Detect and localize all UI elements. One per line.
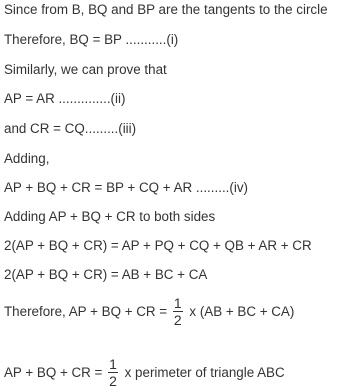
line-equation-ii: AP = AR ..............(ii) — [4, 91, 126, 106]
line-equation-iv: AP + BQ + CR = BP + CQ + AR .........(iv) — [4, 180, 248, 195]
therefore-left-text: Therefore, AP + BQ + CR = — [4, 304, 168, 320]
line-tangents-statement: Since from B, BQ and BP are the tangents to the circle — [4, 2, 328, 17]
fraction-numerator: 1 — [109, 356, 117, 372]
line-therefore-half — [4, 297, 294, 328]
half-fraction — [108, 357, 118, 388]
line-doubled-sum-simplified: 2(AP + BQ + CR) = AB + BC + CA — [4, 267, 208, 282]
therefore-right-text: x (AB + BC + CA) — [189, 304, 295, 320]
fraction-numerator: 1 — [173, 295, 182, 311]
line-doubled-sum: 2(AP + BQ + CR) = AP + PQ + CQ + QB + AR + CR — [4, 238, 312, 253]
fraction-denominator: 2 — [173, 312, 182, 328]
line-perimeter-result — [4, 358, 285, 389]
line-adding-both-sides: Adding AP + BQ + CR to both sides — [4, 209, 216, 224]
result-right-text: x perimeter of triangle ABC — [124, 365, 285, 381]
fraction-denominator: 2 — [109, 373, 117, 389]
line-equation-i: Therefore, BQ = BP ...........(i) — [4, 32, 179, 47]
half-fraction — [173, 296, 183, 327]
line-equation-iii: and CR = CQ.........(iii) — [4, 121, 137, 136]
result-left-text: AP + BQ + CR = — [4, 365, 103, 381]
line-adding: Adding, — [4, 151, 50, 166]
line-similarly: Similarly, we can prove that — [4, 62, 167, 77]
